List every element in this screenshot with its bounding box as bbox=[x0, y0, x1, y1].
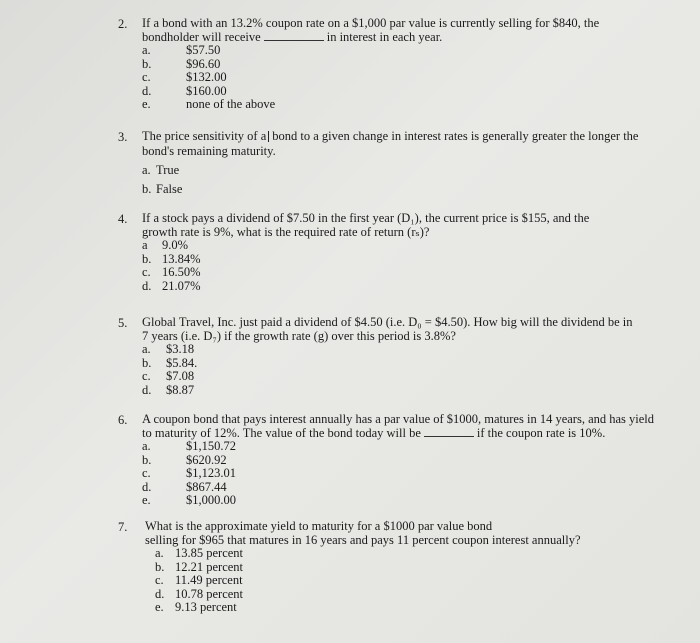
options-list bbox=[142, 343, 687, 397]
option: b. 13.84% bbox=[142, 251, 201, 266]
options-list bbox=[145, 547, 690, 615]
question-5 bbox=[142, 315, 687, 397]
option: e. 9.13 percent bbox=[155, 600, 237, 615]
option: b. False bbox=[142, 182, 183, 196]
question-stem: A coupon bond that pays interest annually has a par value of $1000, matures in 14 years, and has yield bbox=[142, 412, 655, 426]
question-2 bbox=[142, 16, 687, 112]
options-list bbox=[142, 44, 687, 112]
question-6 bbox=[142, 412, 697, 508]
option: c. $132.00 bbox=[142, 70, 227, 85]
option: b. 12.21 percent bbox=[155, 559, 244, 574]
question-stem: If a stock pays a dividend of $7.50 in the first year (D₁), the current price is $155, and the bbox=[142, 211, 590, 225]
option: a. $1,150.72 bbox=[142, 439, 236, 453]
option: a. True bbox=[142, 163, 180, 177]
question-stem: 7 years (i.e. D₇) if the growth rate (g) over this period is 3.8%? bbox=[142, 329, 456, 343]
option: e. none of the above bbox=[142, 97, 276, 112]
question-4 bbox=[142, 211, 687, 293]
question-stem: selling for $965 that matures in 16 years and pays 11 percent coupon interest annually? bbox=[145, 533, 581, 547]
question-stem: The price sensitivity of a bond to a given change in interest rates is generally greater the longer the bbox=[142, 129, 639, 143]
option: c. $1,123.01 bbox=[142, 466, 236, 481]
option: a. $57.50 bbox=[142, 43, 221, 57]
answer-blank bbox=[264, 40, 324, 41]
answer-blank bbox=[424, 436, 474, 437]
option: d. $160.00 bbox=[142, 83, 227, 98]
option: b. $96.60 bbox=[142, 56, 221, 71]
question-stem: to maturity of 12%. The value of the bond today will be if the coupon rate is 10%. bbox=[142, 426, 606, 440]
option: b. $5.84. bbox=[142, 355, 198, 370]
question-number: 5. bbox=[118, 316, 128, 330]
option: d. $8.87 bbox=[142, 382, 195, 397]
question-stem: bond's remaining maturity. bbox=[142, 144, 276, 158]
question-stem: growth rate is 9%, what is the required rate of return (rₛ)? bbox=[142, 225, 430, 239]
question-number: 3. bbox=[118, 130, 128, 144]
option: e. $1,000.00 bbox=[142, 493, 236, 508]
question-stem: bondholder will receive in interest in each year. bbox=[142, 30, 443, 44]
option: c. 11.49 percent bbox=[155, 573, 243, 588]
option: d. 21.07% bbox=[142, 278, 201, 293]
option: a. $3.18 bbox=[142, 342, 195, 356]
option: c. $7.08 bbox=[142, 369, 195, 384]
question-number: 4. bbox=[118, 212, 128, 226]
question-stem: Global Travel, Inc. just paid a dividend of $4.50 (i.e. D₀ = $4.50). How big will the dividend be in bbox=[142, 315, 633, 329]
question-3 bbox=[142, 129, 687, 199]
question-number: 7. bbox=[118, 520, 128, 534]
question-stem: What is the approximate yield to maturity for a $1000 par value bond bbox=[145, 519, 493, 533]
question-stem: If a bond with an 13.2% coupon rate on a $1,000 par value is currently selling for $840, the bbox=[142, 16, 600, 30]
options-list bbox=[142, 440, 697, 508]
option: d. $867.44 bbox=[142, 479, 227, 494]
option: a 9.0% bbox=[142, 238, 189, 252]
options-list bbox=[142, 239, 687, 293]
question-number: 2. bbox=[118, 17, 128, 31]
question-7 bbox=[145, 519, 690, 615]
option: a. 13.85 percent bbox=[155, 546, 244, 560]
question-number: 6. bbox=[118, 413, 128, 427]
options-list bbox=[142, 162, 687, 199]
option: d. 10.78 percent bbox=[155, 586, 244, 601]
option: b. $620.92 bbox=[142, 452, 227, 467]
option: c. 16.50% bbox=[142, 265, 201, 280]
